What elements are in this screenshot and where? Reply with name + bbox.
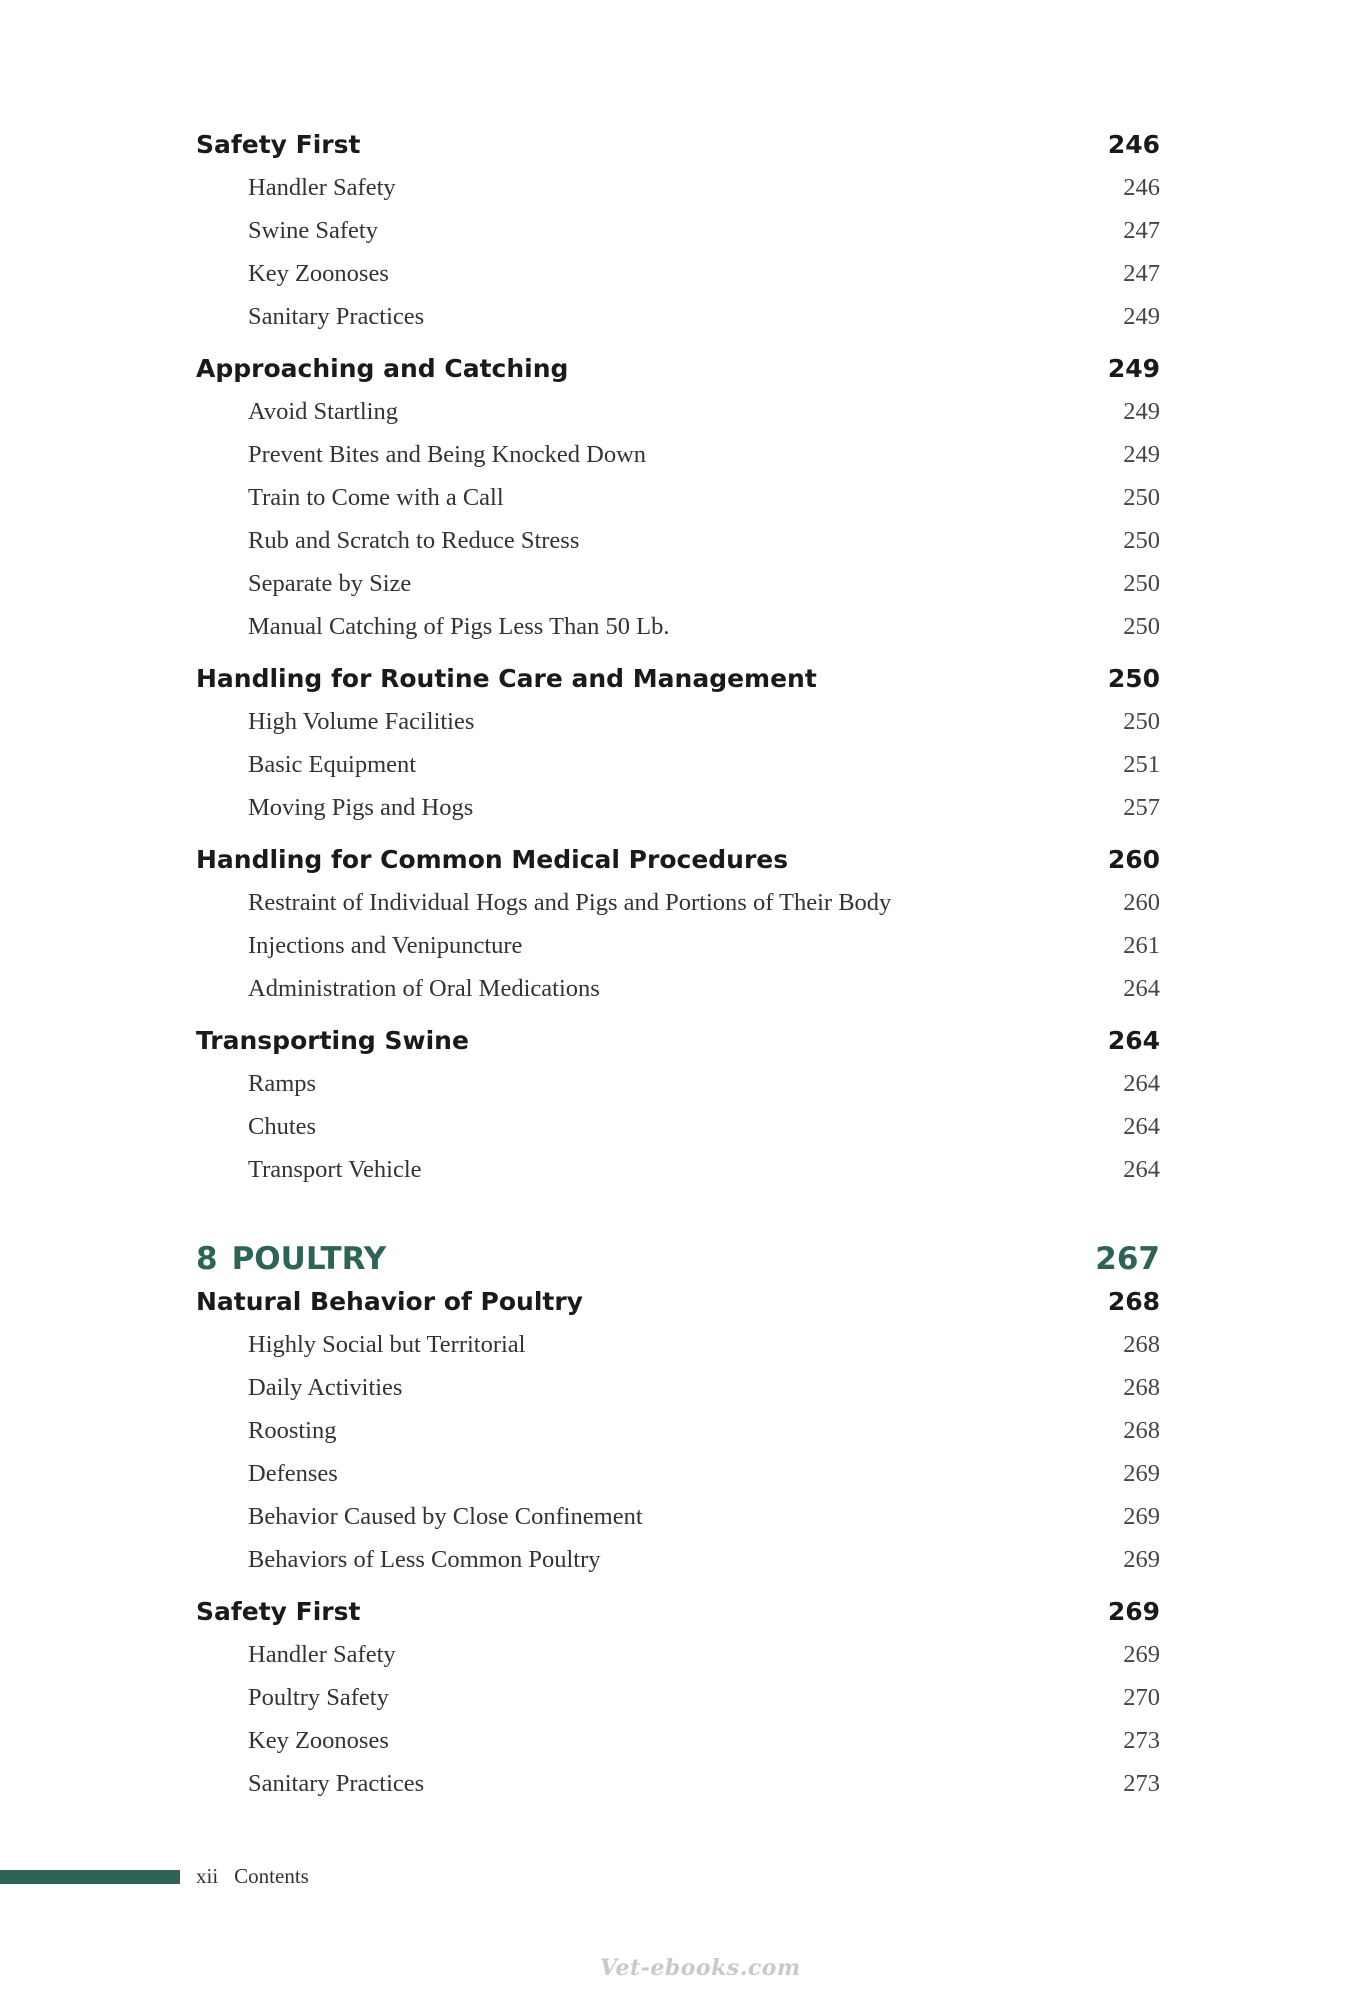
entry-page-number: 246 — [1123, 174, 1160, 201]
entry-title: Handler Safety — [248, 1641, 396, 1668]
footer-label: Contents — [234, 1864, 309, 1888]
entry-page-number: 247 — [1123, 260, 1160, 287]
toc-entry[interactable] — [196, 484, 1160, 527]
chapter-page-number: 267 — [1095, 1241, 1160, 1277]
entry-title: Sanitary Practices — [248, 1770, 425, 1797]
entry-title: Ramps — [248, 1070, 317, 1097]
entry-title: Highly Social but Territorial — [248, 1331, 526, 1358]
section-title: Transporting Swine — [196, 1026, 469, 1055]
entry-page-number: 270 — [1123, 1684, 1160, 1711]
entry-page-number: 269 — [1123, 1546, 1160, 1573]
entry-title: Key Zoonoses — [248, 1727, 389, 1754]
section-heading[interactable] — [196, 664, 1160, 708]
entry-page-number: 249 — [1123, 303, 1160, 330]
toc-entry[interactable] — [196, 527, 1160, 570]
entry-page-number: 273 — [1123, 1770, 1160, 1797]
toc-entry[interactable] — [196, 1641, 1160, 1684]
toc-entry[interactable] — [196, 1503, 1160, 1546]
toc-entry[interactable] — [196, 398, 1160, 441]
toc-entry[interactable] — [196, 1460, 1160, 1503]
entry-page-number: 264 — [1123, 975, 1160, 1002]
toc-section — [196, 1597, 1160, 1813]
chapter-number: 8 — [196, 1241, 218, 1277]
toc-entry[interactable] — [196, 975, 1160, 1018]
entry-title: Train to Come with a Call — [248, 484, 504, 511]
section-heading[interactable] — [196, 845, 1160, 889]
entry-title: Injections and Venipuncture — [248, 932, 523, 959]
section-page-number: 264 — [1107, 1026, 1160, 1055]
toc-entry[interactable] — [196, 1770, 1160, 1813]
entry-page-number: 260 — [1123, 889, 1160, 916]
toc-entry[interactable] — [196, 303, 1160, 346]
entry-title: Defenses — [248, 1460, 338, 1487]
toc-entry[interactable] — [196, 1727, 1160, 1770]
entry-page-number: 247 — [1123, 217, 1160, 244]
entry-page-number: 250 — [1123, 708, 1160, 735]
entry-page-number: 269 — [1123, 1503, 1160, 1530]
entry-page-number: 250 — [1123, 613, 1160, 640]
entry-page-number: 264 — [1123, 1113, 1160, 1140]
toc-entry[interactable] — [196, 889, 1160, 932]
entry-title: Poultry Safety — [248, 1684, 389, 1711]
toc-section — [196, 845, 1160, 1018]
entry-title: Rub and Scratch to Reduce Stress — [248, 527, 580, 554]
toc-entry[interactable] — [196, 1374, 1160, 1417]
section-page-number: 250 — [1107, 664, 1160, 693]
entry-title: Behavior Caused by Close Confinement — [248, 1503, 643, 1530]
entry-page-number: 257 — [1123, 794, 1160, 821]
entry-title: Restraint of Individual Hogs and Pigs and Portions of Their Body — [248, 889, 892, 916]
toc-entry[interactable] — [196, 217, 1160, 260]
entry-title: Roosting — [248, 1417, 337, 1444]
section-title: Approaching and Catching — [196, 354, 569, 383]
section-heading[interactable] — [196, 130, 1160, 174]
page-footer — [196, 1864, 309, 1889]
entry-page-number: 268 — [1123, 1331, 1160, 1358]
toc-entry[interactable] — [196, 708, 1160, 751]
section-heading[interactable] — [196, 1287, 1160, 1331]
chapter-heading[interactable] — [196, 1241, 1160, 1287]
entry-page-number: 273 — [1123, 1727, 1160, 1754]
table-of-contents — [196, 130, 1160, 1821]
entry-title: Moving Pigs and Hogs — [248, 794, 474, 821]
footer-page-number: xii — [196, 1864, 219, 1888]
toc-entry[interactable] — [196, 570, 1160, 613]
entry-title: Separate by Size — [248, 570, 412, 597]
entry-page-number: 269 — [1123, 1460, 1160, 1487]
entry-title: Swine Safety — [248, 217, 378, 244]
entry-page-number: 268 — [1123, 1417, 1160, 1444]
entry-title: Avoid Startling — [248, 398, 398, 425]
toc-entry[interactable] — [196, 751, 1160, 794]
toc-entry[interactable] — [196, 794, 1160, 837]
chapter-title — [196, 1241, 386, 1277]
toc-section — [196, 1026, 1160, 1199]
section-page-number: 269 — [1107, 1597, 1160, 1626]
watermark-logo: Vet-ebooks.com — [600, 1955, 801, 1981]
entry-title: Handler Safety — [248, 174, 396, 201]
entry-page-number: 250 — [1123, 570, 1160, 597]
toc-entry[interactable] — [196, 1070, 1160, 1113]
section-title: Handling for Common Medical Procedures — [196, 845, 789, 874]
section-heading[interactable] — [196, 1597, 1160, 1641]
section-page-number: 249 — [1107, 354, 1160, 383]
toc-entry[interactable] — [196, 1546, 1160, 1589]
chapter-name: POULTRY — [231, 1241, 387, 1277]
section-title: Handling for Routine Care and Management — [196, 664, 817, 693]
entry-page-number: 264 — [1123, 1156, 1160, 1183]
toc-entry[interactable] — [196, 1156, 1160, 1199]
toc-entry[interactable] — [196, 1331, 1160, 1374]
toc-entry[interactable] — [196, 260, 1160, 303]
section-title: Safety First — [196, 1597, 361, 1626]
footer-accent-bar — [0, 1870, 180, 1884]
entry-page-number: 268 — [1123, 1374, 1160, 1401]
section-page-number: 246 — [1107, 130, 1160, 159]
entry-title: Transport Vehicle — [248, 1156, 422, 1183]
toc-entry[interactable] — [196, 441, 1160, 484]
entry-title: Daily Activities — [248, 1374, 403, 1401]
toc-entry[interactable] — [196, 1417, 1160, 1460]
entry-title: Chutes — [248, 1113, 317, 1140]
entry-title: High Volume Facilities — [248, 708, 475, 735]
sections-after-chapter — [196, 1287, 1160, 1813]
toc-section — [196, 1287, 1160, 1589]
entry-title: Basic Equipment — [248, 751, 417, 778]
section-page-number: 260 — [1107, 845, 1160, 874]
entry-title: Administration of Oral Medications — [248, 975, 600, 1002]
toc-entry[interactable] — [196, 174, 1160, 217]
section-heading[interactable] — [196, 354, 1160, 398]
entry-title: Prevent Bites and Being Knocked Down — [248, 441, 647, 468]
section-page-number: 268 — [1107, 1287, 1160, 1316]
toc-section — [196, 664, 1160, 837]
entry-title: Manual Catching of Pigs Less Than 50 Lb. — [248, 613, 670, 640]
entry-title: Sanitary Practices — [248, 303, 425, 330]
toc-entry[interactable] — [196, 1684, 1160, 1727]
entry-page-number: 249 — [1123, 441, 1160, 468]
sections-before-chapter — [196, 130, 1160, 1199]
entry-page-number: 250 — [1123, 484, 1160, 511]
toc-entry[interactable] — [196, 613, 1160, 656]
toc-entry[interactable] — [196, 1113, 1160, 1156]
entry-page-number: 261 — [1123, 932, 1160, 959]
toc-section — [196, 130, 1160, 346]
toc-entry[interactable] — [196, 932, 1160, 975]
section-title: Natural Behavior of Poultry — [196, 1287, 583, 1316]
entry-page-number: 250 — [1123, 527, 1160, 554]
entry-title: Behaviors of Less Common Poultry — [248, 1546, 601, 1573]
entry-title: Key Zoonoses — [248, 260, 389, 287]
toc-section — [196, 354, 1160, 656]
entry-page-number: 249 — [1123, 398, 1160, 425]
entry-page-number: 269 — [1123, 1641, 1160, 1668]
section-heading[interactable] — [196, 1026, 1160, 1070]
entry-page-number: 264 — [1123, 1070, 1160, 1097]
section-title: Safety First — [196, 130, 361, 159]
entry-page-number: 251 — [1123, 751, 1160, 778]
